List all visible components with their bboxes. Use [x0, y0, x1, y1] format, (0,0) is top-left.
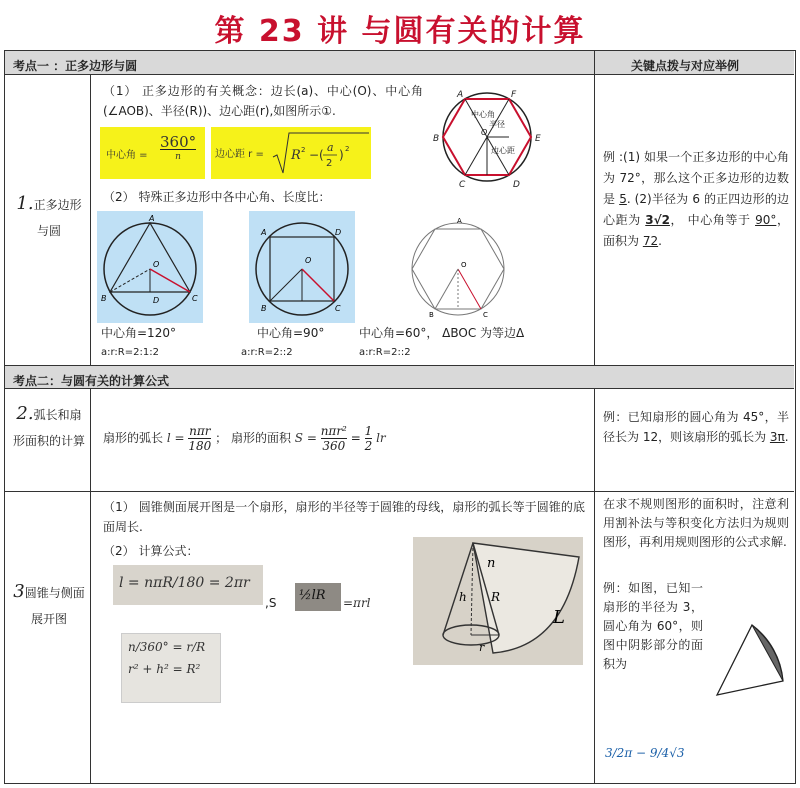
- section1-special: （2） 特殊正多边形中各中心角、长度比：: [103, 190, 331, 204]
- formula-center-angle: 中心角 = 360° n: [100, 127, 205, 179]
- section3-label: [11, 579, 87, 632]
- half-fraction: $\frac{1}{2}$: [364, 424, 373, 453]
- answer-area: 72: [642, 234, 659, 248]
- square-caption: 中心角=90°: [257, 326, 325, 340]
- summary-table: [4, 50, 796, 784]
- section3-number: 3: [13, 581, 25, 602]
- pirl-formula: =πrl: [343, 596, 371, 610]
- svg-text:R: R: [291, 148, 301, 163]
- cone-label-r-big: R: [491, 590, 501, 604]
- svg-text:D: D: [335, 228, 342, 237]
- svg-text:a: a: [327, 141, 334, 154]
- cone-label-l: L: [553, 607, 565, 628]
- header-topic-1: 考点一 ：正多边形与圆: [13, 59, 138, 73]
- section3-example: 例：如图，已知一扇形的半径为 3，圆心角为 60°，则图中阴影部分的面积为: [603, 581, 703, 671]
- hex-label-c: C: [459, 180, 466, 189]
- section3-formula-heading: （2） 计算公式：: [103, 544, 199, 558]
- section2-label: [11, 401, 87, 454]
- section2-title: 弧长和扇形面积的计算: [12, 408, 85, 448]
- svg-text:C: C: [483, 311, 488, 319]
- svg-text:A: A: [457, 217, 462, 225]
- answer-arc-length: 3π: [769, 430, 785, 444]
- cone-label-h: h: [459, 590, 467, 604]
- hexagon-small-figure: [405, 211, 515, 323]
- hex-label-apothem: 边心距: [491, 146, 515, 155]
- cone-label-r: r: [479, 641, 485, 654]
- answer-apothem: 3√2: [645, 213, 670, 227]
- header-tips: 关键点拨与对应举例: [631, 59, 740, 73]
- svg-text:B: B: [261, 304, 267, 313]
- hex-label-center-angle: 中心角: [471, 110, 495, 119]
- side-area-label: ,S: [265, 596, 277, 610]
- triangle-figure: [97, 211, 203, 323]
- sector-example-figure: [707, 615, 787, 705]
- section2-example: 例：已知扇形的圆心角为 45°，半径长为 12，则该扇形的弧长为 3π.: [603, 410, 789, 444]
- svg-text:2: 2: [326, 158, 333, 169]
- hexagon-caption: 中心角=60°， ΔBOC 为等边Δ: [359, 326, 525, 340]
- svg-text:B: B: [429, 311, 434, 319]
- svg-text:D: D: [153, 296, 160, 305]
- section1-example: 例 :(1) 如果一个正多边形的中心角为 72°，那么这个正多边形的边数是 5. (2)半径为 6 的正四边形的边心距为 3√2， 中心角等于 90°，面积为 72.: [603, 150, 789, 248]
- svg-text:−(: −(: [309, 148, 324, 162]
- section3-tip: 在求不规则图形的面积时，注意利用割补法与等积变化方法归为规则图形，再利用规则图形的公式求解.: [603, 497, 789, 549]
- svg-text:O: O: [153, 260, 160, 269]
- triangle-caption: 中心角=120°: [101, 326, 176, 340]
- section2-number: 2.: [16, 403, 34, 424]
- section3-answer: 3/2π − 9/4√3: [605, 746, 685, 760]
- hex-label-o: O: [481, 128, 488, 137]
- svg-text:B: B: [101, 294, 107, 303]
- section2-formulas: 扇形的弧长 l = $\frac{\text{nπr}}{180}$ ； 扇形的面积 S = $\frac{\text{nπr²}}{360}$ = $\frac{1}{2}$ lr: [103, 424, 386, 453]
- triangle-ratio: a:r:R=2:1:2: [101, 347, 159, 358]
- section1-concepts: （1） 正多边形的有关概念：边长(a)、中心(O)、中心角(∠AOB)、半径(R))、边心距(r),如图所示①.: [103, 84, 423, 118]
- hex-label-a: A: [457, 90, 464, 100]
- header-topic-2: 考点二：与圆有关的计算公式: [13, 374, 170, 388]
- cone-label-n: n: [487, 556, 496, 571]
- header-row-1: [5, 51, 794, 75]
- hex-label-b: B: [433, 134, 440, 144]
- hex-label-d: D: [513, 180, 520, 189]
- sqrt-symbol: [269, 129, 374, 177]
- section1-label: [11, 191, 87, 244]
- svg-text:O: O: [461, 261, 467, 269]
- page-title: 第 23 讲 与圆有关的计算: [214, 14, 586, 49]
- hexagon-figure: [429, 89, 549, 189]
- section3-title: 圆锥与侧面展开图: [24, 586, 85, 626]
- svg-text:C: C: [192, 294, 198, 303]
- handwritten-formula-side-area: ½lR: [295, 583, 341, 611]
- sector-area-fraction: $\frac{\text{nπr²}}{360}$: [320, 424, 347, 453]
- arc-length-fraction: $\frac{\text{nπr}}{180}$: [188, 424, 212, 453]
- hex-label-radius: 半径: [489, 120, 505, 129]
- svg-text:2: 2: [345, 145, 350, 153]
- svg-text:A: A: [149, 214, 155, 223]
- svg-text:A: A: [261, 228, 267, 237]
- svg-text:O: O: [305, 256, 312, 265]
- section1-title: 正多边形与圆: [33, 198, 82, 238]
- square-figure: [249, 211, 355, 323]
- hex-label-e: E: [535, 134, 541, 144]
- cone-sketch-photo: [413, 537, 583, 665]
- svg-text:2: 2: [301, 146, 306, 154]
- answer-sides: 5: [619, 192, 627, 206]
- handwritten-formula-ratio: n/360° = r/R r² + h² = R²: [121, 633, 221, 703]
- formula-apothem: 边心距 r = R 2 −( a 2 ) 2: [211, 127, 371, 179]
- square-ratio: a:r:R=2::2: [241, 347, 293, 358]
- svg-text:C: C: [335, 304, 341, 313]
- hexagon-ratio: a:r:R=2::2: [359, 347, 411, 358]
- section1-number: 1.: [16, 193, 34, 214]
- header-row-2: [5, 366, 794, 389]
- svg-text:): ): [339, 148, 344, 162]
- answer-center-angle: 90°: [755, 213, 777, 227]
- hex-label-f: F: [511, 90, 517, 100]
- section3-intro: （1） 圆锥侧面展开图是一个扇形，扇形的半径等于圆锥的母线，扇形的弧长等于圆锥的底面周长.: [103, 500, 585, 534]
- handwritten-formula-arc: l = nπR/180 = 2πr: [113, 565, 263, 605]
